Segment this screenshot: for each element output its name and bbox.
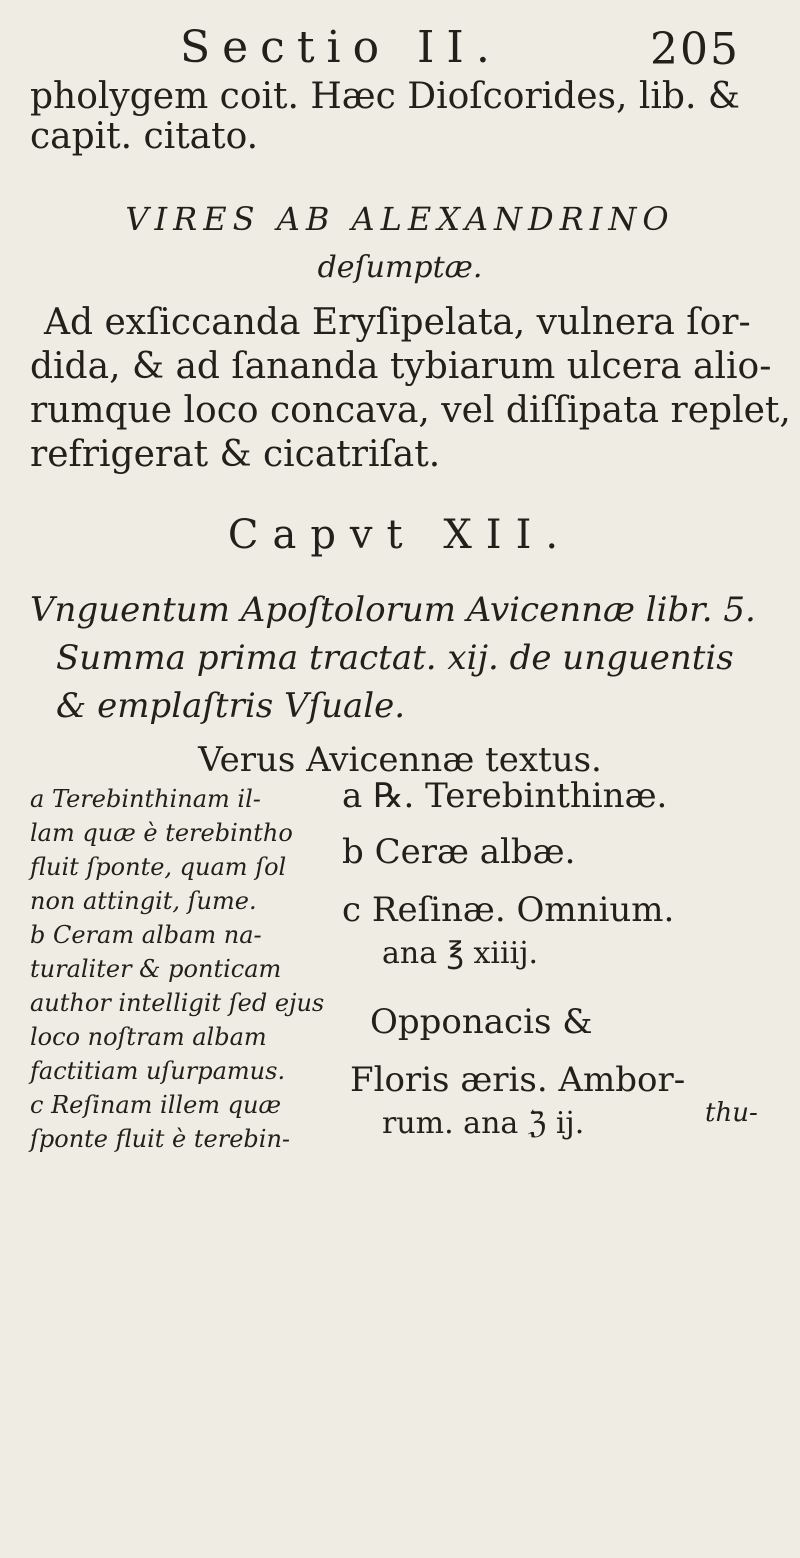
subheading: Verus Avicennæ textus. (198, 740, 602, 780)
recipe-line: ana ℥ xiiij. (382, 936, 539, 971)
running-head (180, 22, 740, 75)
marginal-notes (30, 782, 330, 1156)
note-line: c Reſinam illem quæ (30, 1091, 282, 1119)
recipe-line: c Reſinæ. Omnium. (342, 890, 675, 930)
note-line: ſponte fluit è terebin- (30, 1125, 291, 1153)
title-line: & emplaſtris Vſuale. (56, 686, 406, 726)
catchword: thu- (705, 1098, 758, 1128)
page-number: 205 (650, 24, 740, 75)
note-line: turaliter & ponticam (30, 955, 282, 983)
paragraph-line: rumque loco concava, vel diſſipata replet, (30, 390, 791, 431)
chapter-heading: Capvt XII. (227, 512, 573, 558)
recipe-line: Opponacis & (370, 1002, 593, 1042)
title-line: Vnguentum Apoſtolorum Avicennæ libr. 5. (30, 590, 756, 630)
note-line: author intelligit ſed ejus (30, 989, 325, 1017)
note-line: lam quæ è terebintho (30, 819, 293, 847)
note-line: a Terebinthinam il- (30, 785, 261, 813)
note-line: b Ceram albam na- (30, 921, 262, 949)
recipe-line: b Ceræ albæ. (342, 832, 576, 872)
section-heading: VIRES AB ALEXANDRINO (125, 200, 675, 238)
note-line: non attingit, ſume. (30, 887, 257, 915)
section-heading-sub: deſumptæ. (317, 250, 483, 285)
text-line: capit. citato. (30, 116, 259, 157)
note-line: loco noſtram albam (30, 1023, 267, 1051)
section-title: Sectio II. (180, 22, 502, 73)
text-line: pholygem coit. Hæc Dioſcorides, lib. & (30, 76, 740, 117)
recipe-line: Floris æris. Ambor- (350, 1060, 686, 1100)
note-line: fluit ſponte, quam ſol (30, 853, 287, 881)
title-line: Summa prima tractat. xij. de unguentis (56, 638, 734, 678)
recipe-line: rum. ana ℨ ij. (382, 1106, 585, 1141)
paragraph-line: Ad exſiccanda Eryſipelata, vulnera ſor- (44, 302, 751, 343)
paragraph-line: refrigerat & cicatriſat. (30, 434, 441, 475)
recipe-line: a ℞. Terebinthinæ. (342, 776, 668, 816)
paragraph-line: dida, & ad ſananda tybiarum ulcera alio- (30, 346, 772, 387)
note-line: factitiam uſurpamus. (30, 1057, 286, 1085)
